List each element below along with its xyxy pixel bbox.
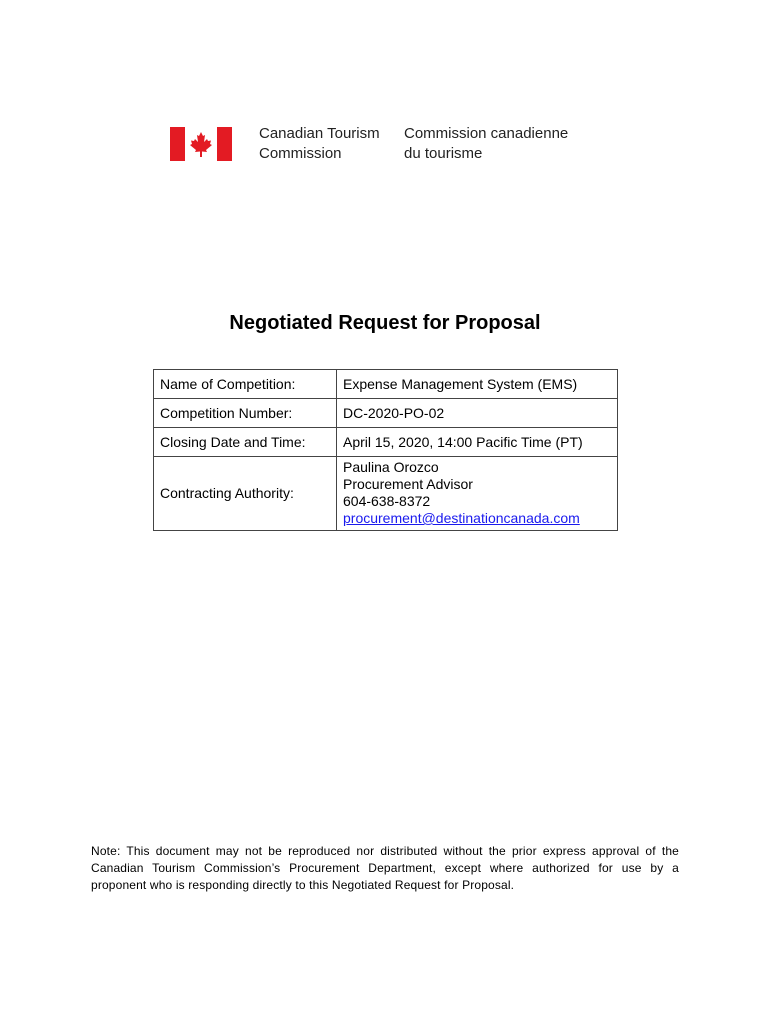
contact-phone: 604-638-8372 <box>343 493 431 509</box>
contact-email-link[interactable]: procurement@destinationcanada.com <box>343 510 580 526</box>
table-row <box>154 399 618 428</box>
row-label: Contracting Authority: <box>154 457 337 531</box>
row-label: Name of Competition: <box>154 370 337 399</box>
organization-name-en <box>259 124 399 164</box>
contact-details <box>337 457 618 531</box>
row-value: April 15, 2020, 14:00 Pacific Time (PT) <box>337 428 618 457</box>
document-title: Negotiated Request for Proposal <box>229 312 541 334</box>
row-value: Expense Management System (EMS) <box>337 370 618 399</box>
organization-logo <box>170 124 584 168</box>
distribution-note: Note: This document may not be reproduced nor distributed without the prior express approval of the Canadian Tourism Commission’s Procurement Department, except where authorized for use by a proponent who is responding directly to this Negotiated Request for Proposal. <box>91 844 679 892</box>
table-row <box>154 370 618 399</box>
organization-name-en-line2: Commission <box>259 145 342 162</box>
contact-role: Procurement Advisor <box>343 476 473 492</box>
organization-name-en-line1: Canadian Tourism <box>259 125 380 142</box>
row-value: DC-2020-PO-02 <box>337 399 618 428</box>
contact-name: Paulina Orozco <box>343 459 439 475</box>
organization-name-fr <box>404 124 584 164</box>
organization-name-fr-line2: du tourisme <box>404 145 483 162</box>
table-row <box>154 457 618 531</box>
row-label: Closing Date and Time: <box>154 428 337 457</box>
organization-name-fr-line1: Commission canadienne <box>404 125 569 142</box>
competition-info-table <box>153 369 618 531</box>
table-row <box>154 428 618 457</box>
row-label: Competition Number: <box>154 399 337 428</box>
canada-flag-icon <box>170 127 232 161</box>
